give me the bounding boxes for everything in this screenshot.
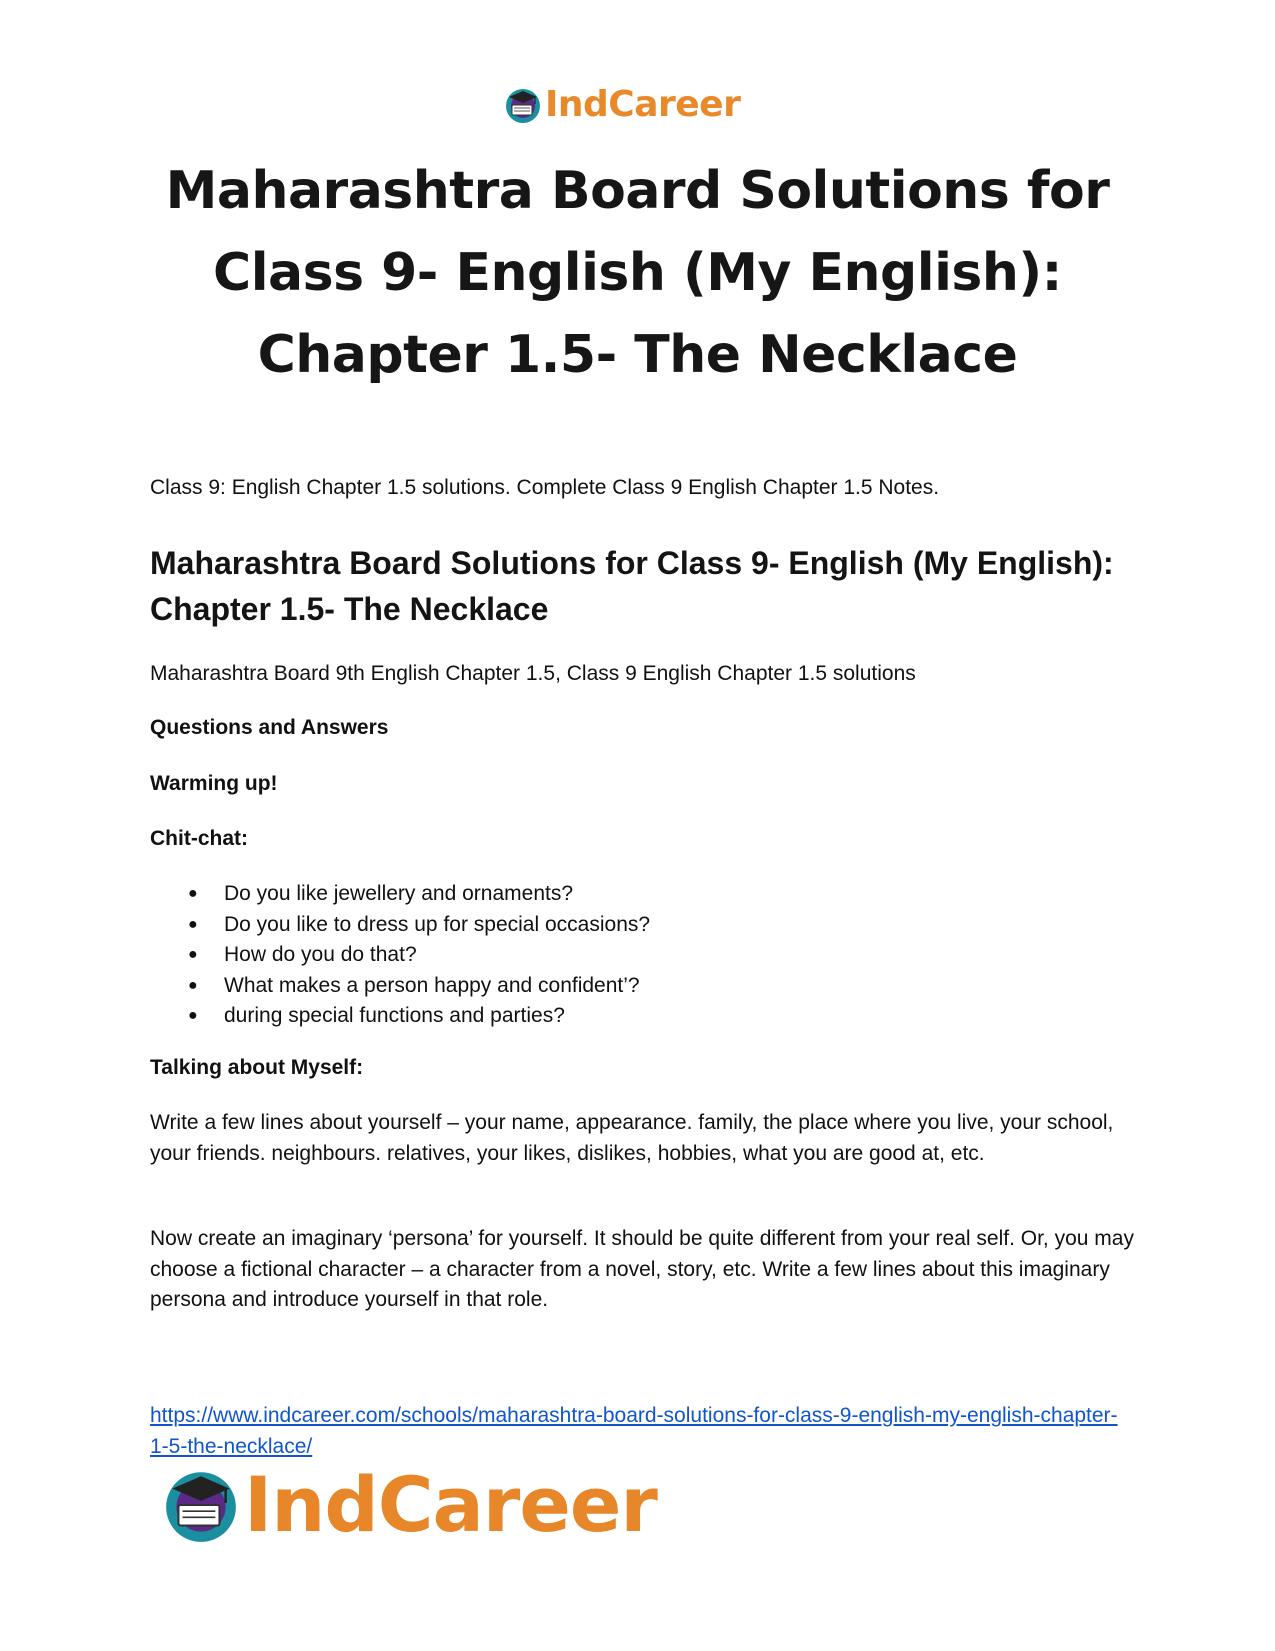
section-heading: Maharashtra Board Solutions for Class 9- English (My English): Chapter 1.5- The Necklace [150,545,1114,627]
bullet-icon: ● [188,1007,198,1024]
top-logo [503,80,740,130]
graduation-emblem-icon [160,1464,242,1546]
list-item-text: Do you like to dress up for special occasions? [224,912,651,936]
brand-wordmark: IndCareer [244,1460,657,1549]
list-item-text: during special functions and parties? [224,1004,565,1027]
title-line: Class 9- English (My English): [213,243,1062,303]
questions-answers-label: Questions and Answers [150,716,389,739]
bullet-icon: ● [188,976,198,994]
bottom-logo [160,1460,657,1550]
list-item-text: What makes a person happy and confident’? [224,973,640,997]
bullet-icon: ● [188,915,198,933]
warming-up-label: Warming up! [150,772,278,795]
bullet-icon: ● [188,946,198,963]
talking-about-myself-label: Talking about Myself: [150,1056,364,1079]
source-link[interactable]: https://www.indcareer.com/schools/maharashtra-board-solutions-for-class-9-english-my-english-chapter-1-5-the-necklace/ [150,1404,1118,1458]
chit-chat-list [188,879,650,1032]
paragraph: Now create an imaginary ‘persona’ for yourself. It should be quite different from your real self. Or, you may choose a fictional character – a character from a novel, story, etc. Write a few lines about this imaginary persona and introduce yourself in that role. [150,1227,1134,1311]
graduation-emblem-icon [503,85,543,125]
list-item [188,910,650,941]
title-line: Chapter 1.5- The Necklace [257,325,1018,385]
page-title [150,150,1125,396]
list-item-text: How do you do that? [224,943,417,966]
list-item [188,1001,650,1032]
paragraph: Write a few lines about yourself – your name, appearance. family, the place where you live, your school, your friends. neighbours. relatives, your likes, dislikes, hobbies, what you are good at, etc. [150,1111,1114,1165]
brand-wordmark: IndCareer [545,84,741,125]
list-item [188,879,650,910]
list-item [188,940,650,971]
list-item-text: Do you like jewellery and ornaments? [224,882,574,905]
subline-text: Maharashtra Board 9th English Chapter 1.5, Class 9 English Chapter 1.5 solutions [150,662,916,685]
intro-text: Class 9: English Chapter 1.5 solutions. Complete Class 9 English Chapter 1.5 Notes. [150,476,940,499]
title-line: Maharashtra Board Solutions for [165,161,1110,221]
list-item [188,971,650,1002]
bullet-icon: ● [188,885,198,902]
chit-chat-label: Chit-chat: [150,827,248,850]
